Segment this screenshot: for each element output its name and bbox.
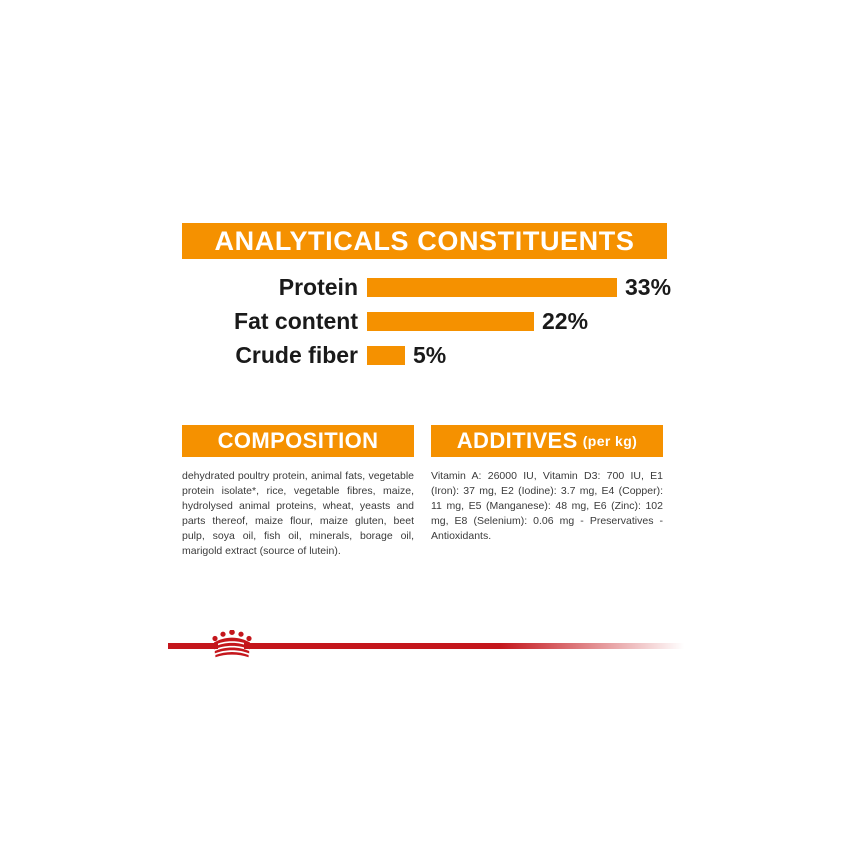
- bar-value-fat-content: 22%: [542, 308, 589, 334]
- additives-header-label: ADDITIVES: [456, 428, 578, 453]
- composition-header: COMPOSITION: [182, 425, 414, 457]
- additives-header-unit: (per kg): [582, 433, 638, 449]
- composition-body: dehydrated poultry protein, animal fats, vegetable protein isolate*, rice, vegetable fibres, maize, hydrolysed animal proteins, wheat, yeasts and parts thereof, maize flour, maize gluten, beet pulp, soya oil, fish oil, minerals, borage oil, marigold extract (source of lutein).: [182, 470, 414, 557]
- bar-label-fat-content: Fat content: [234, 308, 358, 334]
- bar-track-protein: [367, 274, 672, 301]
- bar-value-protein: 33%: [625, 274, 672, 300]
- bar-label-protein: Protein: [278, 274, 358, 300]
- bar-row-crude-fiber: [182, 340, 672, 371]
- bar-label-crude-fiber: Crude fiber: [235, 342, 358, 368]
- bar-value-crude-fiber: 5%: [413, 342, 447, 368]
- bar-fill-fat-content: [367, 312, 534, 331]
- additives-body: Vitamin A: 26000 IU, Vitamin D3: 700 IU, E1 (Iron): 37 mg, E2 (Iodine): 3.7 mg, E4 (Copper): 11 mg, E5 (Manganese): 48 mg, E6 (Zinc): 102 mg, E8 (Selenium): 0.06 mg - Preservatives - Antioxidants.: [431, 470, 663, 542]
- bar-row-protein: [182, 272, 672, 303]
- composition-panel: [182, 425, 414, 558]
- analyticals-constituents-header: ANALYTICALS CONSTITUENTS: [182, 223, 667, 259]
- bar-fill-protein: [367, 278, 617, 297]
- brand-footer: [0, 612, 850, 692]
- bar-track-crude-fiber: [367, 342, 672, 369]
- crown-icon: [210, 630, 254, 660]
- bar-row-fat-content: [182, 306, 672, 337]
- bar-fill-crude-fiber: [367, 346, 405, 365]
- analyticals-bar-chart: [182, 272, 672, 374]
- additives-panel: [431, 425, 663, 544]
- bar-track-fat-content: [367, 308, 672, 335]
- additives-header: [431, 425, 663, 457]
- footer-rule-right: [244, 643, 684, 649]
